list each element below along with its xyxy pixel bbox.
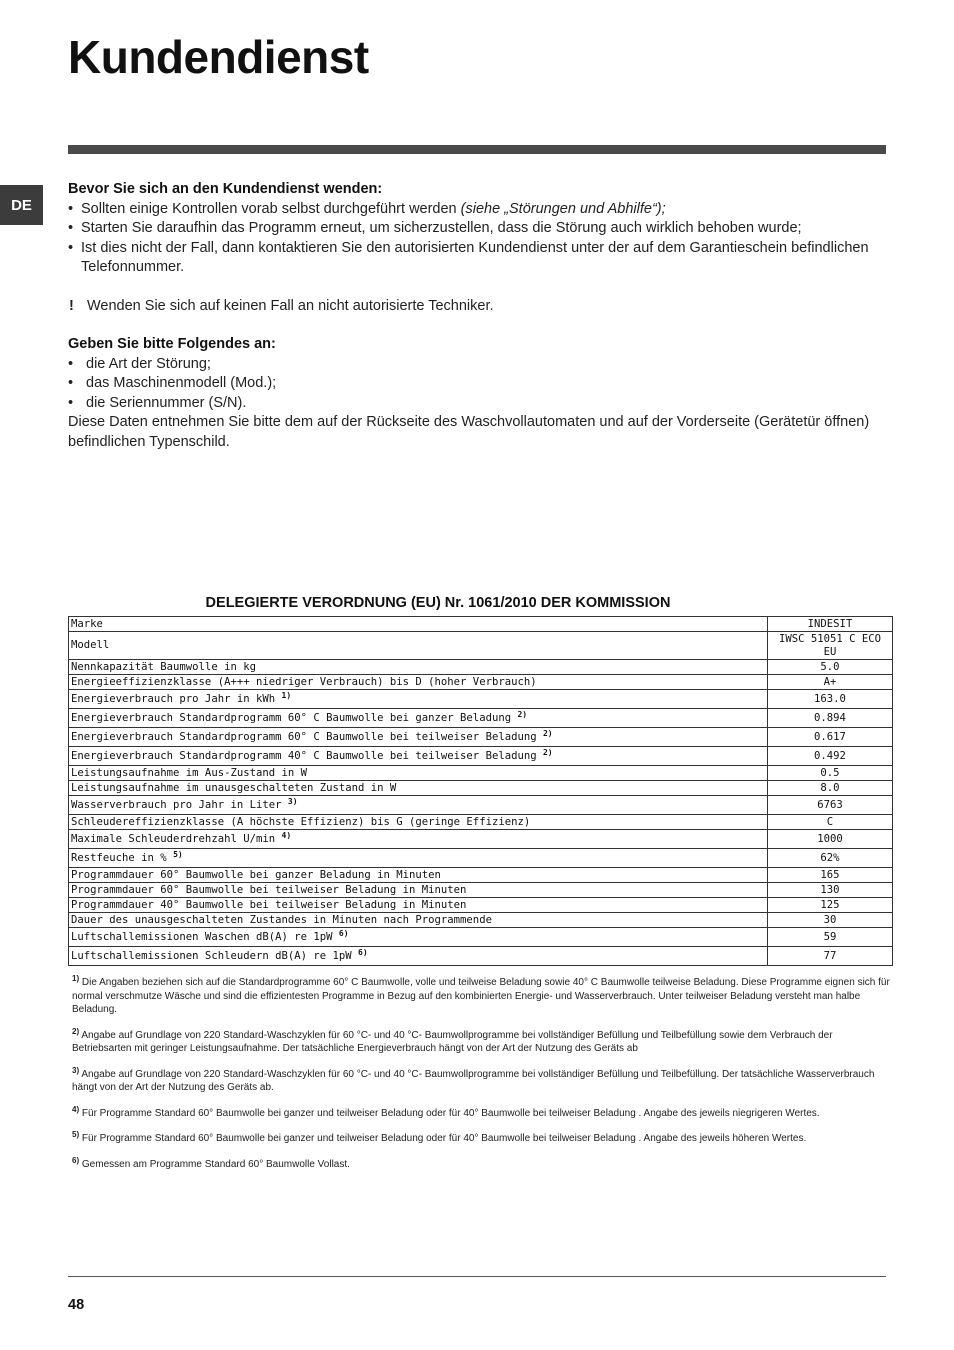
row-value: 30: [768, 913, 893, 928]
row-value: A+: [768, 675, 893, 690]
table-row: [69, 709, 893, 728]
row-value: 125: [768, 898, 893, 913]
table-row: [69, 766, 893, 781]
provide-info-list: [68, 355, 886, 414]
footnote-text: Gemessen am Programme Standard 60° Baumwolle Vollast.: [81, 1158, 350, 1170]
regulation-title: DELEGIERTE VERORDNUNG (EU) Nr. 1061/2010 DER KOMMISSION: [205, 595, 671, 611]
title-rule: [68, 145, 886, 154]
row-value: 5.0: [768, 660, 893, 675]
row-label: [69, 928, 768, 947]
footnote-ref: 4): [281, 830, 292, 840]
row-value: 0.894: [768, 709, 893, 728]
row-label: [69, 913, 768, 928]
table-row: [69, 781, 893, 796]
footnote-text: Die Angaben beziehen sich auf die Standardprogramme 60° C Baumwolle, volle und teilweise Beladung sowie 40° C Baumwolle teilweise Beladung. Diese Programme eignen sich für normal verschmutze Wäsche und sind die effizientesten Programme in Bezug auf den kombinierten Energie- und Wasserverbrauch. Unter teilweiser Beladung versteht man halbe Beladung.: [72, 977, 890, 1015]
row-value: 163.0: [768, 690, 893, 709]
table-row: [69, 830, 893, 849]
bullet-text: Sollten einige Kontrollen vorab selbst durchgeführt werden: [81, 200, 457, 217]
row-label: [69, 898, 768, 913]
row-label-text: Programmdauer 40° Baumwolle bei teilweiser Beladung in Minuten: [71, 898, 467, 911]
footnote-ref: 2): [542, 728, 553, 738]
list-item: [68, 200, 886, 220]
footnote-mark: 4): [72, 1104, 80, 1114]
row-label: [69, 796, 768, 815]
table-row: [69, 660, 893, 675]
row-value: 0.492: [768, 747, 893, 766]
row-label: [69, 815, 768, 830]
list-item: • Starten Sie daraufhin das Programm erneut, um sicherzustellen, dass die Störung auch wirklich behoben wurde;: [68, 219, 886, 239]
before-contact-heading: Bevor Sie sich an den Kundendienst wenden:: [68, 181, 383, 197]
row-label: [69, 947, 768, 966]
footnote-mark: 2): [72, 1026, 80, 1036]
footnote-text: Für Programme Standard 60° Baumwolle bei ganzer und teilweiser Beladung oder für 40° Baumwolle bei teilweiser Beladung . Angabe des jeweils höheren Wertes.: [81, 1133, 807, 1144]
row-label-text: Programmdauer 60° Baumwolle bei ganzer Beladung in Minuten: [71, 868, 441, 881]
footnote: [72, 1155, 890, 1172]
table-row: [69, 796, 893, 815]
table-row: [69, 849, 893, 868]
row-label-text: Energieverbrauch Standardprogramm 40° C Baumwolle bei teilweiser Beladung: [71, 749, 537, 762]
footnote: [72, 1104, 890, 1121]
row-value: 62%: [768, 849, 893, 868]
footnote-text: Angabe auf Grundlage von 220 Standard-Waschzyklen für 60 °C- und 40 °C- Baumwollprogramme bei vollständiger Befüllung und Teilbefüllung. Der tatsächliche Wasserverbrauch hängt von der Art der Nutzung des Geräts ab.: [72, 1068, 875, 1093]
row-value: 0.617: [768, 728, 893, 747]
row-label-text: Energieverbrauch pro Jahr in kWh: [71, 692, 276, 705]
table-row: [69, 632, 893, 660]
page-number: 48: [68, 1297, 85, 1313]
row-label: [69, 660, 768, 675]
footnote-mark: 1): [72, 974, 80, 983]
row-label: [69, 632, 768, 660]
footnote-ref: 2): [517, 709, 528, 719]
table-row: [69, 690, 893, 709]
list-item: • Ist dies nicht der Fall, dann kontaktieren Sie den autorisierten Kundendienst unter der auf dem Garantieschein befindlichen Telefonnummer.: [68, 239, 886, 278]
table-row: [69, 947, 893, 966]
row-label-text: Schleudereffizienzklasse (A höchste Effizienz) bis G (geringe Effizienz): [71, 815, 531, 828]
row-label: [69, 781, 768, 796]
row-value: C: [768, 815, 893, 830]
row-label: [69, 766, 768, 781]
footnotes: [72, 976, 890, 1183]
row-value: 8.0: [768, 781, 893, 796]
row-value: 130: [768, 883, 893, 898]
row-label: [69, 747, 768, 766]
footnote-mark: 3): [72, 1065, 80, 1075]
row-label: [69, 728, 768, 747]
footnote: [72, 1026, 890, 1056]
footnote: [72, 1065, 890, 1095]
row-label: [69, 849, 768, 868]
before-contact-list: [68, 200, 886, 278]
specification-table: [68, 616, 893, 966]
row-label: [69, 883, 768, 898]
row-label: [69, 830, 768, 849]
row-label: [69, 617, 768, 632]
list-item: • die Art der Störung;: [68, 355, 886, 375]
row-label-text: Maximale Schleuderdrehzahl U/min: [71, 832, 276, 845]
row-label: [69, 675, 768, 690]
row-label-text: Energieverbrauch Standardprogramm 60° C Baumwolle bei ganzer Beladung: [71, 711, 512, 724]
row-label-text: Luftschallemissionen Waschen dB(A) re 1pW: [71, 930, 333, 943]
row-label-text: Leistungsaufnahme im unausgeschalteten Zustand in W: [71, 781, 397, 794]
warning-text: Wenden Sie sich auf keinen Fall an nicht autorisierte Techniker.: [87, 297, 494, 314]
row-value: 165: [768, 868, 893, 883]
footnote-mark: 6): [72, 1155, 80, 1165]
exclamation-icon: !: [69, 297, 74, 314]
row-label: [69, 709, 768, 728]
footnote-ref: 1): [281, 690, 292, 700]
row-value: IWSC 51051 C ECO EU: [768, 632, 893, 660]
provide-info-section: [68, 335, 886, 452]
footnote-text: Für Programme Standard 60° Baumwolle bei ganzer und teilweiser Beladung oder für 40° Baumwolle bei teilweiser Beladung . Angabe des jeweils niegrigeren Wertes.: [81, 1107, 820, 1119]
footnote-ref: 2): [542, 747, 553, 757]
footnote-mark: 5): [72, 1130, 80, 1139]
footnote: [72, 976, 890, 1017]
row-label-text: Leistungsaufnahme im Aus-Zustand in W: [71, 766, 307, 779]
table-row: [69, 617, 893, 632]
table-row: [69, 913, 893, 928]
cross-reference: (siehe „Störungen und Abhilfe“);: [460, 200, 666, 217]
row-value: 6763: [768, 796, 893, 815]
footnote-ref: 6): [338, 928, 349, 938]
row-label: [69, 690, 768, 709]
provide-info-heading: Geben Sie bitte Folgendes an:: [68, 336, 276, 352]
table-row: [69, 728, 893, 747]
row-label-text: Energieverbrauch Standardprogramm 60° C Baumwolle bei teilweiser Beladung: [71, 730, 537, 743]
table-row: [69, 928, 893, 947]
footnote-ref: 3): [287, 796, 298, 806]
row-label-text: Programmdauer 60° Baumwolle bei teilweiser Beladung in Minuten: [71, 883, 467, 896]
row-value: 0.5: [768, 766, 893, 781]
list-item: • das Maschinenmodell (Mod.);: [68, 374, 886, 394]
footnote-text: Angabe auf Grundlage von 220 Standard-Waschzyklen für 60 °C- und 40 °C- Baumwollprogramme bei vollständiger Befüllung und Teilbefüllung sowie dem Verbrauch der Betriebsarten mit geringer Leistungsaufnahme. Der tatsächliche Energieverbrauch hängt von der Art der Nutzung des Geräts ab: [72, 1029, 833, 1054]
row-label-text: Luftschallemissionen Schleudern dB(A) re 1pW: [71, 949, 352, 962]
footnote-ref: 5): [173, 849, 183, 859]
main-content: [68, 180, 886, 452]
footnote: [72, 1132, 890, 1146]
table-row: [69, 747, 893, 766]
table-row: [69, 815, 893, 830]
row-label-text: Marke: [71, 617, 103, 630]
list-item: • die Seriennummer (S/N).: [68, 394, 886, 414]
table-row: [69, 868, 893, 883]
row-label-text: Nennkapazität Baumwolle in kg: [71, 660, 256, 673]
footer-rule: [68, 1276, 886, 1277]
row-label-text: Energieeffizienzklasse (A+++ niedriger Verbrauch) bis D (hoher Verbrauch): [71, 675, 537, 688]
page-title: Kundendienst: [68, 31, 369, 83]
row-label-text: Restfeuche in %: [71, 851, 167, 864]
table-row: [69, 675, 893, 690]
footnote-ref: 6): [358, 947, 368, 957]
type-plate-note: Diese Daten entnehmen Sie bitte dem auf der Rückseite des Waschvollautomaten und auf der Vorderseite (Gerätetür öffnen) befindlichen Typenschild.: [68, 414, 870, 450]
row-label-text: Dauer des unausgeschalteten Zustandes in Minuten nach Programmende: [71, 913, 492, 926]
row-label: [69, 868, 768, 883]
row-value: 1000: [768, 830, 893, 849]
table-row: [69, 898, 893, 913]
row-value: 77: [768, 947, 893, 966]
warning-note: [68, 297, 886, 317]
row-label-text: Wasserverbrauch pro Jahr in Liter: [71, 798, 282, 811]
table-row: [69, 883, 893, 898]
row-label-text: Modell: [71, 639, 110, 651]
row-value: 59: [768, 928, 893, 947]
row-value: INDESIT: [768, 617, 893, 632]
language-tab: DE: [0, 185, 43, 225]
